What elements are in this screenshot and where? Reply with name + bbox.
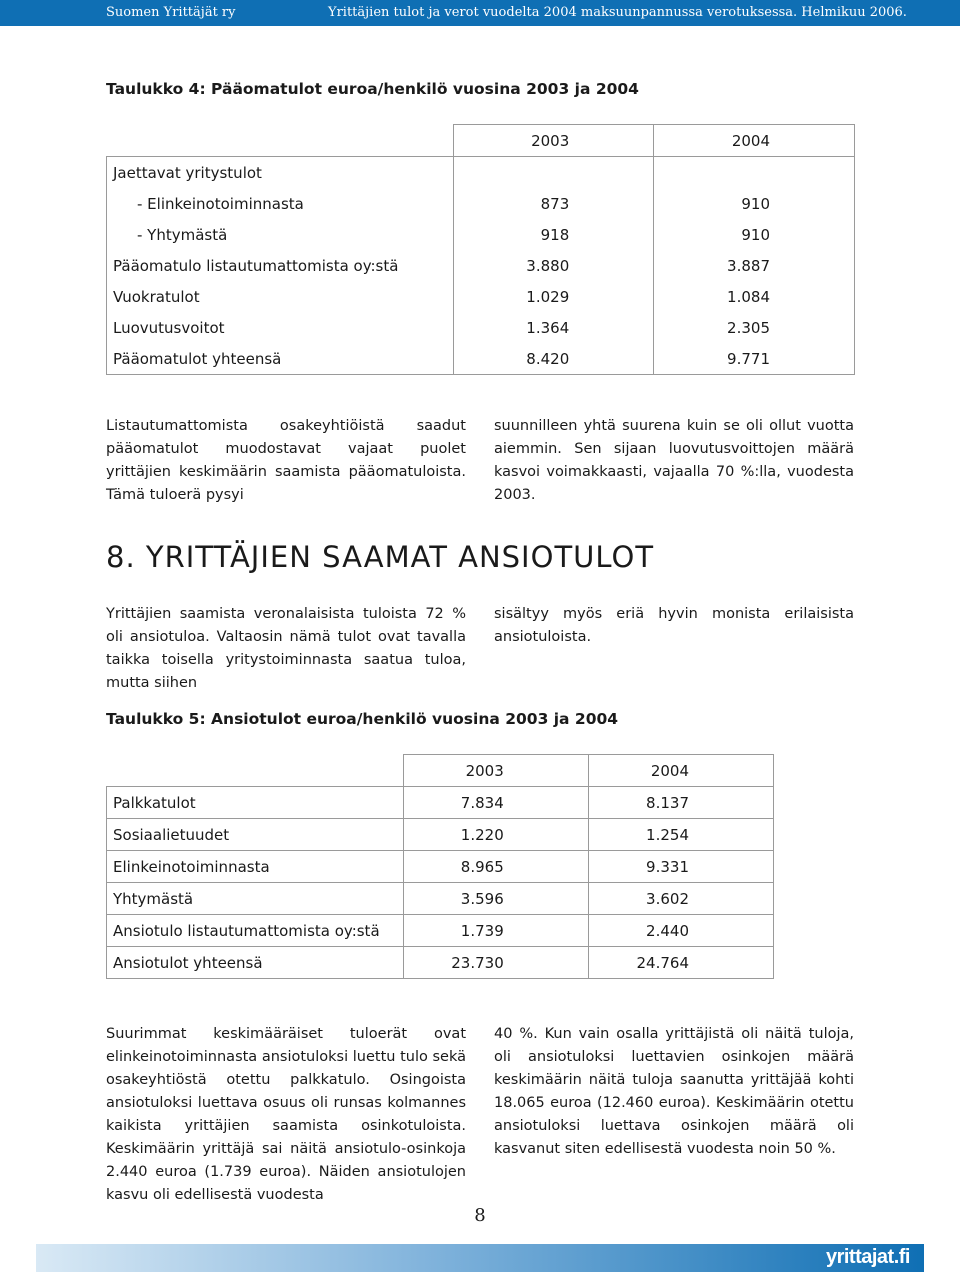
- page-header: [0, 0, 960, 26]
- table-row: Luovutusvoitot 1.364 2.305: [107, 312, 855, 343]
- table-row: Jaettavat yritystulot: [107, 157, 855, 189]
- table-row: Vuokratulot 1.029 1.084: [107, 281, 855, 312]
- table-row: Ansiotulo listautumattomista oy:stä 1.739 2.440: [107, 915, 774, 947]
- table-row: Pääomatulo listautumattomista oy:stä 3.880 3.887: [107, 250, 855, 281]
- table-row: Sosiaalietuudet 1.220 1.254: [107, 819, 774, 851]
- section-heading: 8. YRITTÄJIEN SAAMAT ANSIOTULOT: [106, 540, 655, 574]
- paragraph-3-left: Suurimmat keskimääräiset tuloerät ovat elinkeinotoiminnasta ansiotuloksi luettu tulo sekä osakeyhtiöstä otettu palkkatulo. Osingoista ansiotuloksi luettava osuus oli runsas kolmannes kaikista yrittäjien saamista osinkotuloista. Keskimäärin yrittäjä sai näitä ansiotulo-osinkoja 2.440 euroa (1.739 euroa). Näiden ansiotulojen kasvu oli edellisestä vuodesta: [106, 1026, 466, 1203]
- paragraph-2-left: Yrittäjien saamista veronalaisista tuloista 72 % oli ansiotuloa. Valtaosin nämä tulot ovat tavalla taikka toisella yritystoiminnasta saatua tuloa, mutta siihen: [106, 606, 466, 691]
- page-footer: [36, 1244, 924, 1272]
- table4-header-row: [107, 125, 855, 157]
- header-publisher: Suomen Yrittäjät ry: [106, 5, 236, 20]
- header-document-title: Yrittäjien tulot ja verot vuodelta 2004 maksuunpannussa verotuksessa. Helmikuu 2006.: [328, 5, 907, 20]
- table5-col-2003: 2003: [403, 755, 588, 787]
- table4-caption: Taulukko 4: Pääomatulot euroa/henkilö vuosina 2003 ja 2004: [106, 80, 639, 98]
- table-row: Ansiotulot yhteensä 23.730 24.764: [107, 947, 774, 979]
- table-row: - Yhtymästä 918 910: [107, 219, 855, 250]
- table5-col-2004: 2004: [588, 755, 773, 787]
- table5-caption: Taulukko 5: Ansiotulot euroa/henkilö vuosina 2003 ja 2004: [106, 710, 619, 728]
- table4: [106, 124, 855, 375]
- yrittajat-logo[interactable]: yrittajat.fi: [825, 1246, 910, 1268]
- paragraph-1-left: Listautumattomista osakeyhtiöistä saadut pääomatulot muodostavat vajaat puolet yrittäjien keskimäärin saamista pääomatuloista. Tämä tuloerä pysyi: [106, 418, 466, 503]
- table-row: - Elinkeinotoiminnasta 873 910: [107, 188, 855, 219]
- table-row: Pääomatulot yhteensä 8.420 9.771: [107, 343, 855, 375]
- paragraph-2-right: sisältyy myös eriä hyvin monista erilaisista ansiotuloista.: [494, 606, 854, 645]
- table-row: Palkkatulot 7.834 8.137: [107, 787, 774, 819]
- paragraph-3-right: 40 %. Kun vain osalla yrittäjistä oli näitä tuloja, oli ansiotuloksi luettavien osinkojen määrä keskimäärin näitä tuloja saanutta yrittäjää kohti 18.065 euroa (12.460 euroa). Keskimäärin otettu ansiotuloksi luettava osinkojen määrä oli kasvanut siten edellisestä vuodesta noin 50 %.: [494, 1026, 854, 1157]
- table5-header-row: [107, 755, 774, 787]
- table4-col-2003: 2003: [453, 125, 654, 157]
- paragraph-1-right: suunnilleen yhtä suurena kuin se oli ollut vuotta aiemmin. Sen sijaan luovutusvoittojen määrä kasvoi voimakkaasti, vajaalla 70 %:lla, vuodesta 2003.: [494, 418, 854, 503]
- table-row: Yhtymästä 3.596 3.602: [107, 883, 774, 915]
- page-number: 8: [474, 1205, 486, 1226]
- table4-col-2004: 2004: [654, 125, 855, 157]
- table-row: Elinkeinotoiminnasta 8.965 9.331: [107, 851, 774, 883]
- table5: [106, 754, 774, 979]
